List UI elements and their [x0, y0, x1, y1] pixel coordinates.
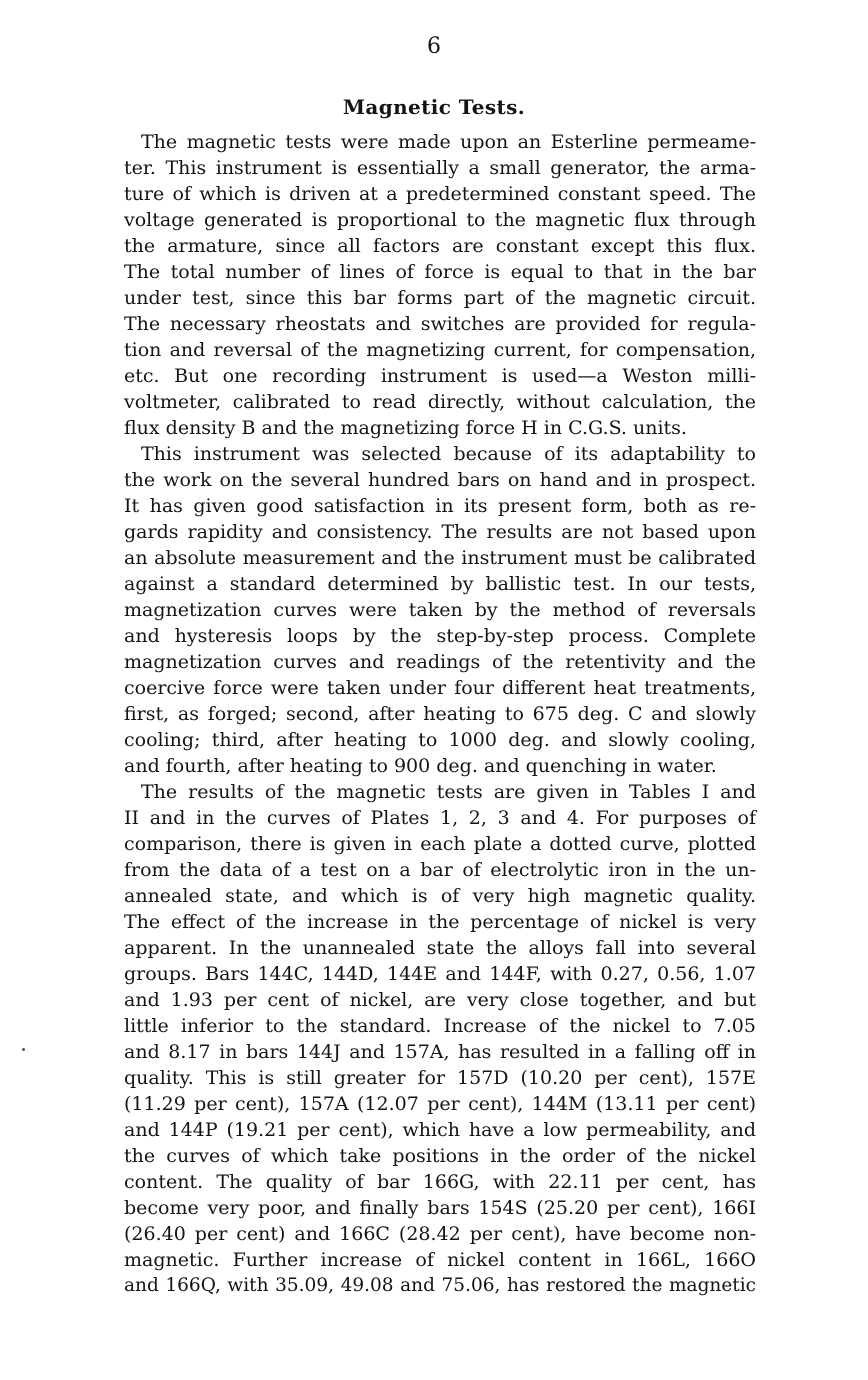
- paragraph-3-line: and 8.17 in bars 144J and 157A, has resulted in a falling off in: [124, 1041, 756, 1063]
- paragraph-1-line: The magnetic tests were made upon an Esterline permeame-: [141, 131, 756, 153]
- paragraph-2-line: an absolute measurement and the instrument must be calibrated: [124, 547, 756, 569]
- paragraph-2-line: It has given good satisfaction in its present form, both as re-: [124, 495, 756, 517]
- paragraph-2-line: magnetization curves were taken by the method of reversals: [124, 599, 756, 621]
- paragraph-3-line: content. The quality of bar 166G, with 22.11 per cent, has: [124, 1171, 756, 1193]
- paragraph-3-line: become very poor, and finally bars 154S (25.20 per cent), 166I: [124, 1197, 756, 1219]
- paragraph-3-line: comparison, there is given in each plate a dotted curve, plotted: [124, 833, 756, 855]
- paragraph-1-line: voltage generated is proportional to the magnetic flux through: [124, 209, 756, 231]
- paragraph-2-line: against a standard determined by ballistic test. In our tests,: [124, 573, 756, 595]
- paragraph-3-line: groups. Bars 144C, 144D, 144E and 144F, with 0.27, 0.56, 1.07: [124, 963, 756, 985]
- paragraph-2-line: coercive force were taken under four different heat treatments,: [124, 677, 756, 699]
- paragraph-1-line: flux density B and the magnetizing force H in C.G.S. units.: [124, 417, 687, 439]
- paragraph-1-line: The necessary rheostats and switches are provided for regula-: [124, 313, 756, 335]
- paragraph-3-line: (26.40 per cent) and 166C (28.42 per cent), have become non-: [124, 1223, 756, 1245]
- paragraph-2-line: and fourth, after heating to 900 deg. and quenching in water.: [124, 755, 717, 777]
- paragraph-3-line: from the data of a test on a bar of electrolytic iron in the un-: [124, 859, 756, 881]
- paragraph-3-line: II and in the curves of Plates 1, 2, 3 and 4. For purposes of: [124, 807, 756, 829]
- paragraph-1-line: ter. This instrument is essentially a small generator, the arma-: [124, 157, 756, 179]
- paragraph-3-line: quality. This is still greater for 157D (10.20 per cent), 157E: [124, 1067, 756, 1089]
- paragraph-3-line: and 144P (19.21 per cent), which have a low permeability, and: [124, 1119, 756, 1141]
- paragraph-2-line: the work on the several hundred bars on hand and in prospect.: [124, 469, 756, 491]
- page-number: 6: [427, 34, 441, 59]
- paragraph-1-line: etc. But one recording instrument is used—a Weston milli-: [124, 365, 756, 387]
- paragraph-2-line: cooling; third, after heating to 1000 deg. and slowly cooling,: [124, 729, 756, 751]
- paragraph-2-line: first, as forged; second, after heating to 675 deg. C and slowly: [124, 703, 756, 725]
- paragraph-3-line: apparent. In the unannealed state the alloys fall into several: [124, 937, 756, 959]
- paragraph-3-line: annealed state, and which is of very high magnetic quality.: [124, 885, 756, 907]
- paragraph-1-line: ture of which is driven at a predetermined constant speed. The: [124, 183, 756, 205]
- paragraph-2-line: and hysteresis loops by the step-by-step process. Complete: [124, 625, 756, 647]
- paragraph-3-line: the curves of which take positions in the order of the nickel: [124, 1145, 756, 1167]
- paragraph-3-line: and 1.93 per cent of nickel, are very close together, and but: [124, 989, 756, 1011]
- paragraph-2-line: magnetization curves and readings of the retentivity and the: [124, 651, 756, 673]
- paragraph-3-line: and 166Q, with 35.09, 49.08 and 75.06, has restored the magnetic: [124, 1275, 756, 1296]
- paragraph-2-line: gards rapidity and consistency. The results are not based upon: [124, 521, 756, 543]
- paragraph-2-line: This instrument was selected because of its adaptability to: [141, 443, 756, 465]
- paragraph-3-line: little inferior to the standard. Increase of the nickel to 7.05: [124, 1015, 756, 1037]
- section-heading: Magnetic Tests.: [342, 95, 526, 119]
- paragraph-3-line: The results of the magnetic tests are given in Tables I and: [141, 781, 756, 803]
- paragraph-3-line: magnetic. Further increase of nickel content in 166L, 166O: [124, 1249, 756, 1271]
- paragraph-3-line: The effect of the increase in the percentage of nickel is very: [124, 911, 756, 933]
- paragraph-3-line: (11.29 per cent), 157A (12.07 per cent), 144M (13.11 per cent): [124, 1093, 756, 1115]
- paragraph-1-line: The total number of lines of force is equal to that in the bar: [124, 261, 756, 283]
- scan-speck: [22, 1048, 25, 1051]
- paragraph-1-line: tion and reversal of the magnetizing current, for compensation,: [124, 339, 756, 361]
- paragraph-1-line: under test, since this bar forms part of the magnetic circuit.: [124, 287, 756, 309]
- paragraph-1-line: voltmeter, calibrated to read directly, without calculation, the: [124, 391, 756, 413]
- paragraph-1-line: the armature, since all factors are constant except this flux.: [124, 235, 756, 257]
